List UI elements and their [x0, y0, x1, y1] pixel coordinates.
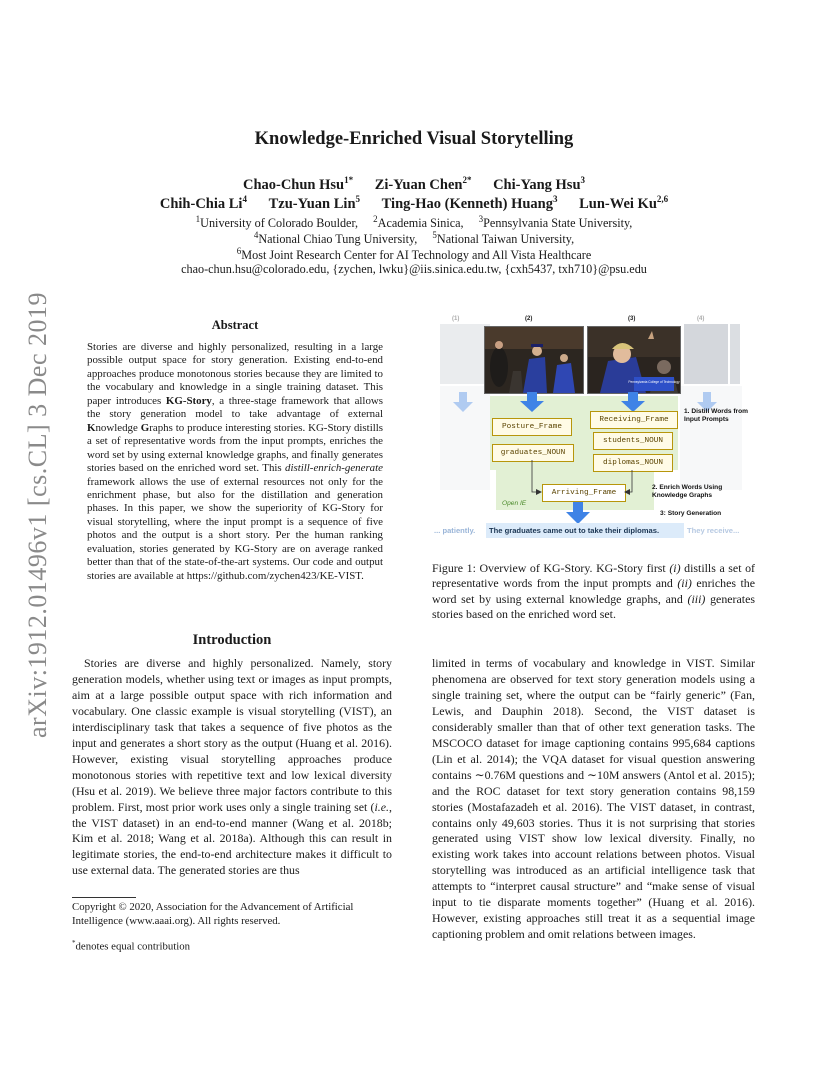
figure-connectors — [432, 314, 755, 540]
column-2-text: limited in terms of vocabulary and knowledge in VIST. Similar phenomena are observed for text story generation models using a single training set, where the output can be “fairly generic” (Fan, Lewis, and Dauphin 2018). Second, the VIST dataset is considerably smaller than that of other text generation tasks. The MSCOCO dataset for image captioning contains 995,684 captions (Lin et al. 2014); the VQA dataset for visual question answering contains ∼0.76M questions and ∼10M answers (Antol et al. 2015); and the ROC dataset for text story generation contains 98,159 stories (Mostafazadeh et al. 2016). The VIST dataset, in contrast, contains only 49,603 stories. Thus it is not surprising that stories generated using VIST show low lexical diversity. Finally, no existing work takes into account relations between photos. Visual storytelling was introduced as an artificial intelligence task that attempts to “interpret causal structure” and “make sense of visual input to tie disparate moments together” (Huang et al. 2016). However, existing approaches still treat it as a sequential image captioning problem and omit relations between images. — [432, 656, 755, 942]
students-noun-label: students_NOUN — [603, 437, 663, 445]
author: Chao-Chun Hsu$^{1*}$ — [242, 175, 354, 193]
photo-label: (3) — [628, 316, 636, 322]
figure-1 — [432, 314, 755, 540]
story-next: They receive... — [687, 526, 740, 535]
affiliation: $^5$National Taiwan University, — [432, 230, 575, 247]
figure-1-caption: Figure 1: Overview of KG-Story. KG-Story first (i) distills a set of representative words from the input prompts and (ii) enriches the word set by using external knowledge graphs, and (iii) generates stories based on the enriched word set. — [432, 561, 756, 622]
story-generated: The graduates came out to take their diplomas. — [489, 526, 660, 535]
introduction-heading: Introduction — [192, 632, 272, 648]
receiving-frame-label: Receiving_Frame — [599, 416, 669, 424]
affiliation: $^3$Pennsylvania State University, — [478, 214, 633, 231]
posture-frame-label: Posture_Frame — [502, 423, 562, 431]
affiliation: $^4$National Chiao Tung University, — [253, 230, 418, 247]
arriving-frame-label: Arriving_Frame — [551, 489, 617, 497]
arrow-down-icon — [566, 502, 590, 524]
diplomas-noun-label: diplomas_NOUN — [603, 459, 663, 467]
affiliation: $^2$Academia Sinica, — [373, 214, 464, 231]
footnote-rule — [72, 897, 136, 898]
author-emails: chao-chun.hsu@colorado.edu, {zychen, lwku}@iis.sinica.edu.tw, {cxh5437, txh710}@psu.edu — [181, 262, 647, 276]
author: Lun-Wei Ku$^{2,6}$ — [579, 194, 669, 212]
photo-label: (4) — [697, 316, 705, 322]
affiliations-line-1 — [0, 214, 828, 231]
step-2-note: 2. Enrich Words Using Knowledge Graphs — [652, 484, 723, 499]
copyright-footnote: Copyright © 2020, Association for the Advancement of Artificial Intelligence (www.aaai.org). All rights reserved. — [72, 901, 354, 927]
photo-label: (1) — [452, 316, 460, 322]
story-prev: ... patiently. — [434, 526, 476, 535]
affiliations-line-2 — [0, 230, 828, 247]
open-ie-label: Open IE — [502, 500, 527, 507]
photo-label: (2) — [525, 316, 533, 322]
affiliation: $^1$University of Colorado Boulder, — [195, 214, 359, 231]
graduates-noun-label: graduates_NOUN — [500, 449, 566, 457]
introduction-text: Stories are diverse and highly personalized. Namely, story generation models, whether using text or images as input prompts, aim at a large possible output space with rich information and vocabulary. One classic example is visual storytelling (VIST), an interdisciplinary task that takes a sequence of five photos as the input and generates a short story as the output (Huang et al. 2016). However, existing visual storytelling approaches produce monotonous stories with repetitive text and low lexical diversity (Hsu et al. 2019). We believe three major factors contribute to this problem. First, most prior work uses only a single training set (i.e., the VIST dataset) in an end-to-end manner (Wang et al. 2018b; Kim et al. 2018; Wang et al. 2018a). Although this can result in legitimate stories, the end-to-end architecture makes it difficult to use external data. The generated stories are thus — [72, 656, 392, 878]
author: Chi-Yang Hsu$^3$ — [493, 175, 586, 193]
equal-contribution-footnote: *denotes equal contribution — [72, 939, 191, 953]
paper-title: Knowledge-Enriched Visual Storytelling — [254, 129, 574, 149]
author: Ting-Hao (Kenneth) Huang$^3$ — [381, 194, 558, 212]
author: Chih-Chia Li$^4$ — [159, 194, 247, 212]
arxiv-id: arXiv:1912.01496v1 [cs.CL] 3 Dec 2019 — [23, 292, 52, 738]
authors-line-1 — [0, 175, 828, 194]
author: Tzu-Yuan Lin$^5$ — [268, 194, 361, 212]
abstract-heading: Abstract — [211, 318, 259, 332]
affiliation: $^6$Most Joint Research Center for AI Technology and All Vista Healthcare — [236, 246, 592, 263]
step-1-note: 1. Distill Words from Input Prompts — [684, 408, 748, 423]
arxiv-stamp — [18, 292, 58, 738]
banner-text: Pennsylvania College of Technology — [628, 380, 680, 384]
authors-line-2 — [0, 194, 828, 213]
abstract-text: Stories are diverse and highly personalized, resulting in a large possible output space for story generation. Existing end-to-end approaches produce monotonous stories because they are limited to the vocabulary and knowledge in a single training dataset. This paper introduces KG-Story, a three-stage framework that allows the story generation model to take advantage of external Knowledge Graphs to produce interesting stories. KG-Story distills a set of representative words from the input prompts, enriches the word set by using external knowledge graphs, and finally generates stories based on the enriched word set. This distill-enrich-generate framework allows the use of external resources not only for the enrichment phase, but also for the distillation and generation phases. In this paper, we show the superiority of KG-Story for visual storytelling, where the input prompt is a sequence of five photos and the output is a short story. Per the human ranking evaluation, stories generated by KG-Story are on average ranked better than that of the state-of-the-art systems. Our code and output stories are available at https://github.com/zychen423/KE-VIST. — [87, 341, 384, 582]
step-3-note: 3: Story Generation — [660, 510, 722, 517]
affiliations-line-3 — [0, 246, 828, 263]
author: Zi-Yuan Chen$^{2*}$ — [374, 175, 472, 193]
